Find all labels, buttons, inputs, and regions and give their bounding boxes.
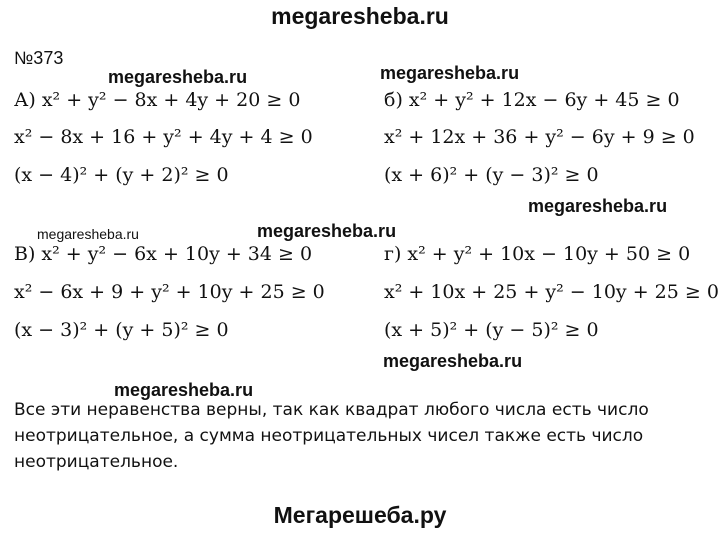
problem-number: №373	[14, 48, 64, 68]
part-v-line-3: (x − 3)² + (y + 5)² ≥ 0	[14, 319, 229, 341]
watermark-5: megaresheba.ru	[257, 221, 397, 241]
part-a-line-2: x² − 8x + 16 + y² + 4y + 4 ≥ 0	[14, 126, 313, 148]
watermark-2: megaresheba.ru	[380, 63, 520, 83]
part-b-line-1: б) x² + y² + 12x − 6y + 45 ≥ 0	[384, 89, 680, 111]
part-g-line-3: (x + 5)² + (y − 5)² ≥ 0	[384, 319, 599, 341]
watermark-3: megaresheba.ru	[528, 196, 668, 216]
part-b-line-3: (x + 6)² + (y − 3)² ≥ 0	[384, 164, 599, 186]
site-footer: Мегарешеба.ру	[273, 502, 447, 528]
part-a-line-1: А) x² + y² − 8x + 4y + 20 ≥ 0	[14, 89, 301, 111]
part-v-line-1: В) x² + y² − 6x + 10y + 34 ≥ 0	[14, 243, 313, 265]
part-b-line-2: x² + 12x + 36 + y² − 6y + 9 ≥ 0	[384, 126, 695, 148]
part-a-line-3: (x − 4)² + (y + 2)² ≥ 0	[14, 164, 229, 186]
conclusion-text: Все эти неравенства верны, так как квадрат любого числа есть число неотрицательное, а сумма неотрицательных чисел также есть число неотрицательное.	[14, 400, 649, 472]
part-v-line-2: x² − 6x + 9 + y² + 10y + 25 ≥ 0	[14, 281, 325, 303]
site-header: megaresheba.ru	[271, 3, 449, 29]
watermark-4: megaresheba.ru	[37, 226, 139, 242]
watermark-7: megaresheba.ru	[114, 380, 254, 400]
watermark-1: megaresheba.ru	[108, 67, 248, 87]
part-g-line-2: x² + 10x + 25 + y² − 10y + 25 ≥ 0	[384, 281, 719, 303]
part-g-line-1: г) x² + y² + 10x − 10y + 50 ≥ 0	[384, 243, 691, 265]
watermark-6: megaresheba.ru	[383, 351, 523, 371]
